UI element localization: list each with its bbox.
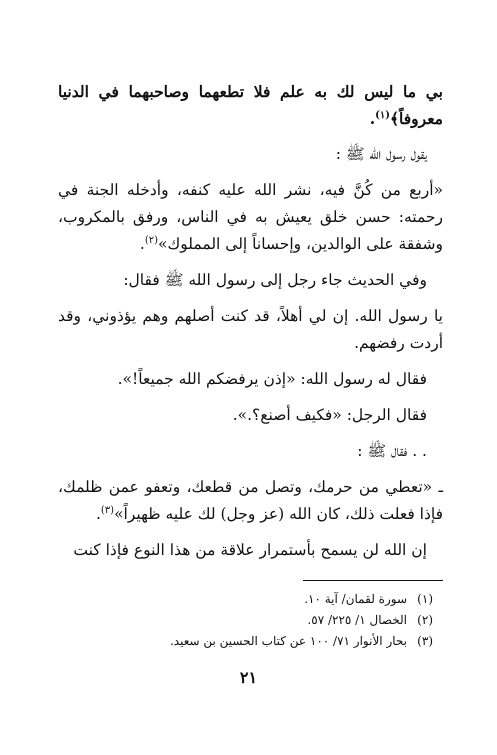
page-number: ٢١ <box>239 668 258 687</box>
footnote-ref: (١) <box>375 109 390 121</box>
prophet-said-line: . . فقال ﷺ : <box>357 442 427 460</box>
footnote-1: (١)سورة لقمان/ آية ١٠. <box>304 592 433 606</box>
advice-paragraph: ـ «تعطي من حرمك، وتصل من قطعك، وتعفو عمن ظلمك، فإذا فعلت ذلك، كان الله (عز وجل) لك عليه ظهيراً»$^{(٣)}$. <box>58 478 443 523</box>
footnote-2: (٢)الخصال ١/ ٢٢٥/ ٥٧. <box>307 613 433 627</box>
footnote-divider <box>303 580 443 581</box>
prophet-reply-line: فقال له رسول الله: «إذن يرفضكم الله جميعاً!». <box>117 370 427 388</box>
prophet-says-line: يقول رسول الله ﷺ : <box>335 145 427 163</box>
footnote-3: (٣)بحار الأنوار ٧١/ ١٠٠ عن كتاب الحسين بن سعيد. <box>169 634 433 648</box>
hadith-intro-line: وفي الحديث جاء رجل إلى رسول الله ﷺ فقال: <box>123 271 427 289</box>
man-asks-line: فقال الرجل: «فكيف أصنع؟.». <box>232 406 427 424</box>
footnote-ref: (٢) <box>144 234 159 246</box>
footnote-ref: (٣) <box>100 504 115 516</box>
closing-line: إن الله لن يسمح بأستمرار علاقة من هذا النوع فإذا كنت <box>73 541 427 559</box>
man-says-paragraph: يا رسول الله. إن لي أهلاً، قد كنت أصلهم وهم يؤذوني، وقد أردت رفضهم. <box>58 307 443 352</box>
page-body <box>58 78 443 652</box>
quran-verse-paragraph: بي ما ليس لك به علم فلا تطعهما وصاحبهما في الدنيا معروفاً﴾$^{(١)}$. <box>58 82 443 128</box>
hadith-four-qualities: «أربع من كُنَّ فيه، نشر الله عليه كنفه، وأدخله الجنة في رحمته: حسن خلق يعيش به في الناس، ورفق بالمكروب، وشفقة على الوالدين، وإحساناً إلى المملوك»$^{(٢)}$. <box>58 181 443 253</box>
